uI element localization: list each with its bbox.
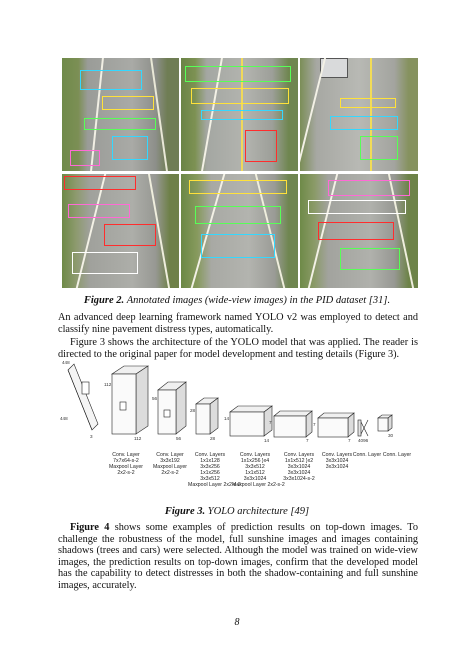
dimension-label: 30 — [388, 433, 394, 438]
side-dimension-label: 28 — [190, 408, 196, 413]
paragraph-text: Figure 3 shows the architecture of the YOLO model that was applied. The reader is directed to the original paper for model development and testing details (Figure 3). — [58, 337, 418, 360]
side-dimension-label: 56 — [152, 396, 158, 401]
layer-label: Conv. Layers 1x1x512 }x2 3x3x1024 3x3x1024 3x3x1024-s-2 — [283, 452, 315, 482]
side-dimension-label: 14 — [224, 416, 230, 421]
dimension-label: 3 — [90, 434, 93, 439]
dimension-label: 28 — [210, 436, 216, 441]
paragraph-yolo-architecture — [58, 337, 418, 360]
figure-2-caption — [0, 295, 474, 306]
figure-2-caption-text: Annotated images (wide-view images) in the PID dataset [31]. — [126, 295, 391, 306]
figure-3-caption — [0, 506, 474, 517]
dimension-label: 7 — [306, 438, 309, 443]
dimension-label: 7 — [348, 438, 351, 443]
annotated-road-photo — [181, 174, 298, 288]
input-width-label: 448 — [62, 360, 70, 365]
layer-label: Conv. Layers 1x1x128 3x3x256 1x1x256 3x3x512 Maxpool Layer 2x2-s-2 — [188, 452, 241, 488]
paragraph-prediction-results — [58, 522, 418, 591]
layer-label: Conv. Layers 3x3x1024 3x3x1024 — [321, 452, 353, 470]
dimension-label: 56 — [176, 436, 182, 441]
dimension-label: 14 — [264, 438, 270, 443]
page-number: 8 — [234, 617, 240, 628]
figure-3-caption-text: YOLO architecture [49] — [207, 506, 310, 517]
annotated-road-photo — [300, 58, 418, 171]
input-height-label: 448 — [60, 416, 68, 421]
layer-label: Conv. Layers 1x1x256 }x4 3x3x512 1x1x512 3x3x1024 Maxpool Layer 2x2-s-2 — [232, 452, 285, 488]
annotated-road-photo — [62, 58, 179, 171]
layer-label: Conv. Layer 3x3x192 Maxpool Layer 2x2-s-2 — [152, 452, 188, 476]
side-dimension-label: 7 — [269, 420, 272, 425]
dimension-label: 112 — [134, 436, 142, 441]
annotated-road-photo — [300, 174, 418, 288]
paragraph-text: shows some examples of prediction results on top-down images. To challenge the robustness of the model, full sunshine images and images containing shadows (trees and cars) were selected. Although the model was trained on wide-view images, the prediction results on top-down images, confirm that the developed model has the capability to detect distresses in both the shadow-containing and full sunshine images, accurately. — [58, 522, 419, 591]
figure-3-label: Figure 3. — [164, 506, 206, 517]
figure-4-reference: Figure 4 — [70, 522, 110, 533]
figure-2-label: Figure 2. — [83, 295, 125, 306]
annotated-road-photo — [62, 174, 179, 288]
layer-label: Conn. Layer — [382, 452, 412, 458]
paragraph-text: An advanced deep learning framework named YOLO v2 was employed to detect and classify nine pavement distress types, automatically. — [58, 312, 418, 335]
side-dimension-label: 7 — [313, 422, 316, 427]
side-dimension-label: 112 — [104, 382, 112, 387]
annotated-road-photo — [181, 58, 298, 171]
yolo-architecture-diagram — [60, 360, 420, 490]
dimension-label: 4096 — [358, 438, 369, 443]
figure-2-image-grid — [62, 58, 418, 288]
layer-label: Conv. Layer 7x7x64-s-2 Maxpool Layer 2x2-s-2 — [108, 452, 144, 476]
layer-label: Conn. Layer — [352, 452, 382, 458]
paragraph-yolo-intro — [58, 312, 418, 335]
